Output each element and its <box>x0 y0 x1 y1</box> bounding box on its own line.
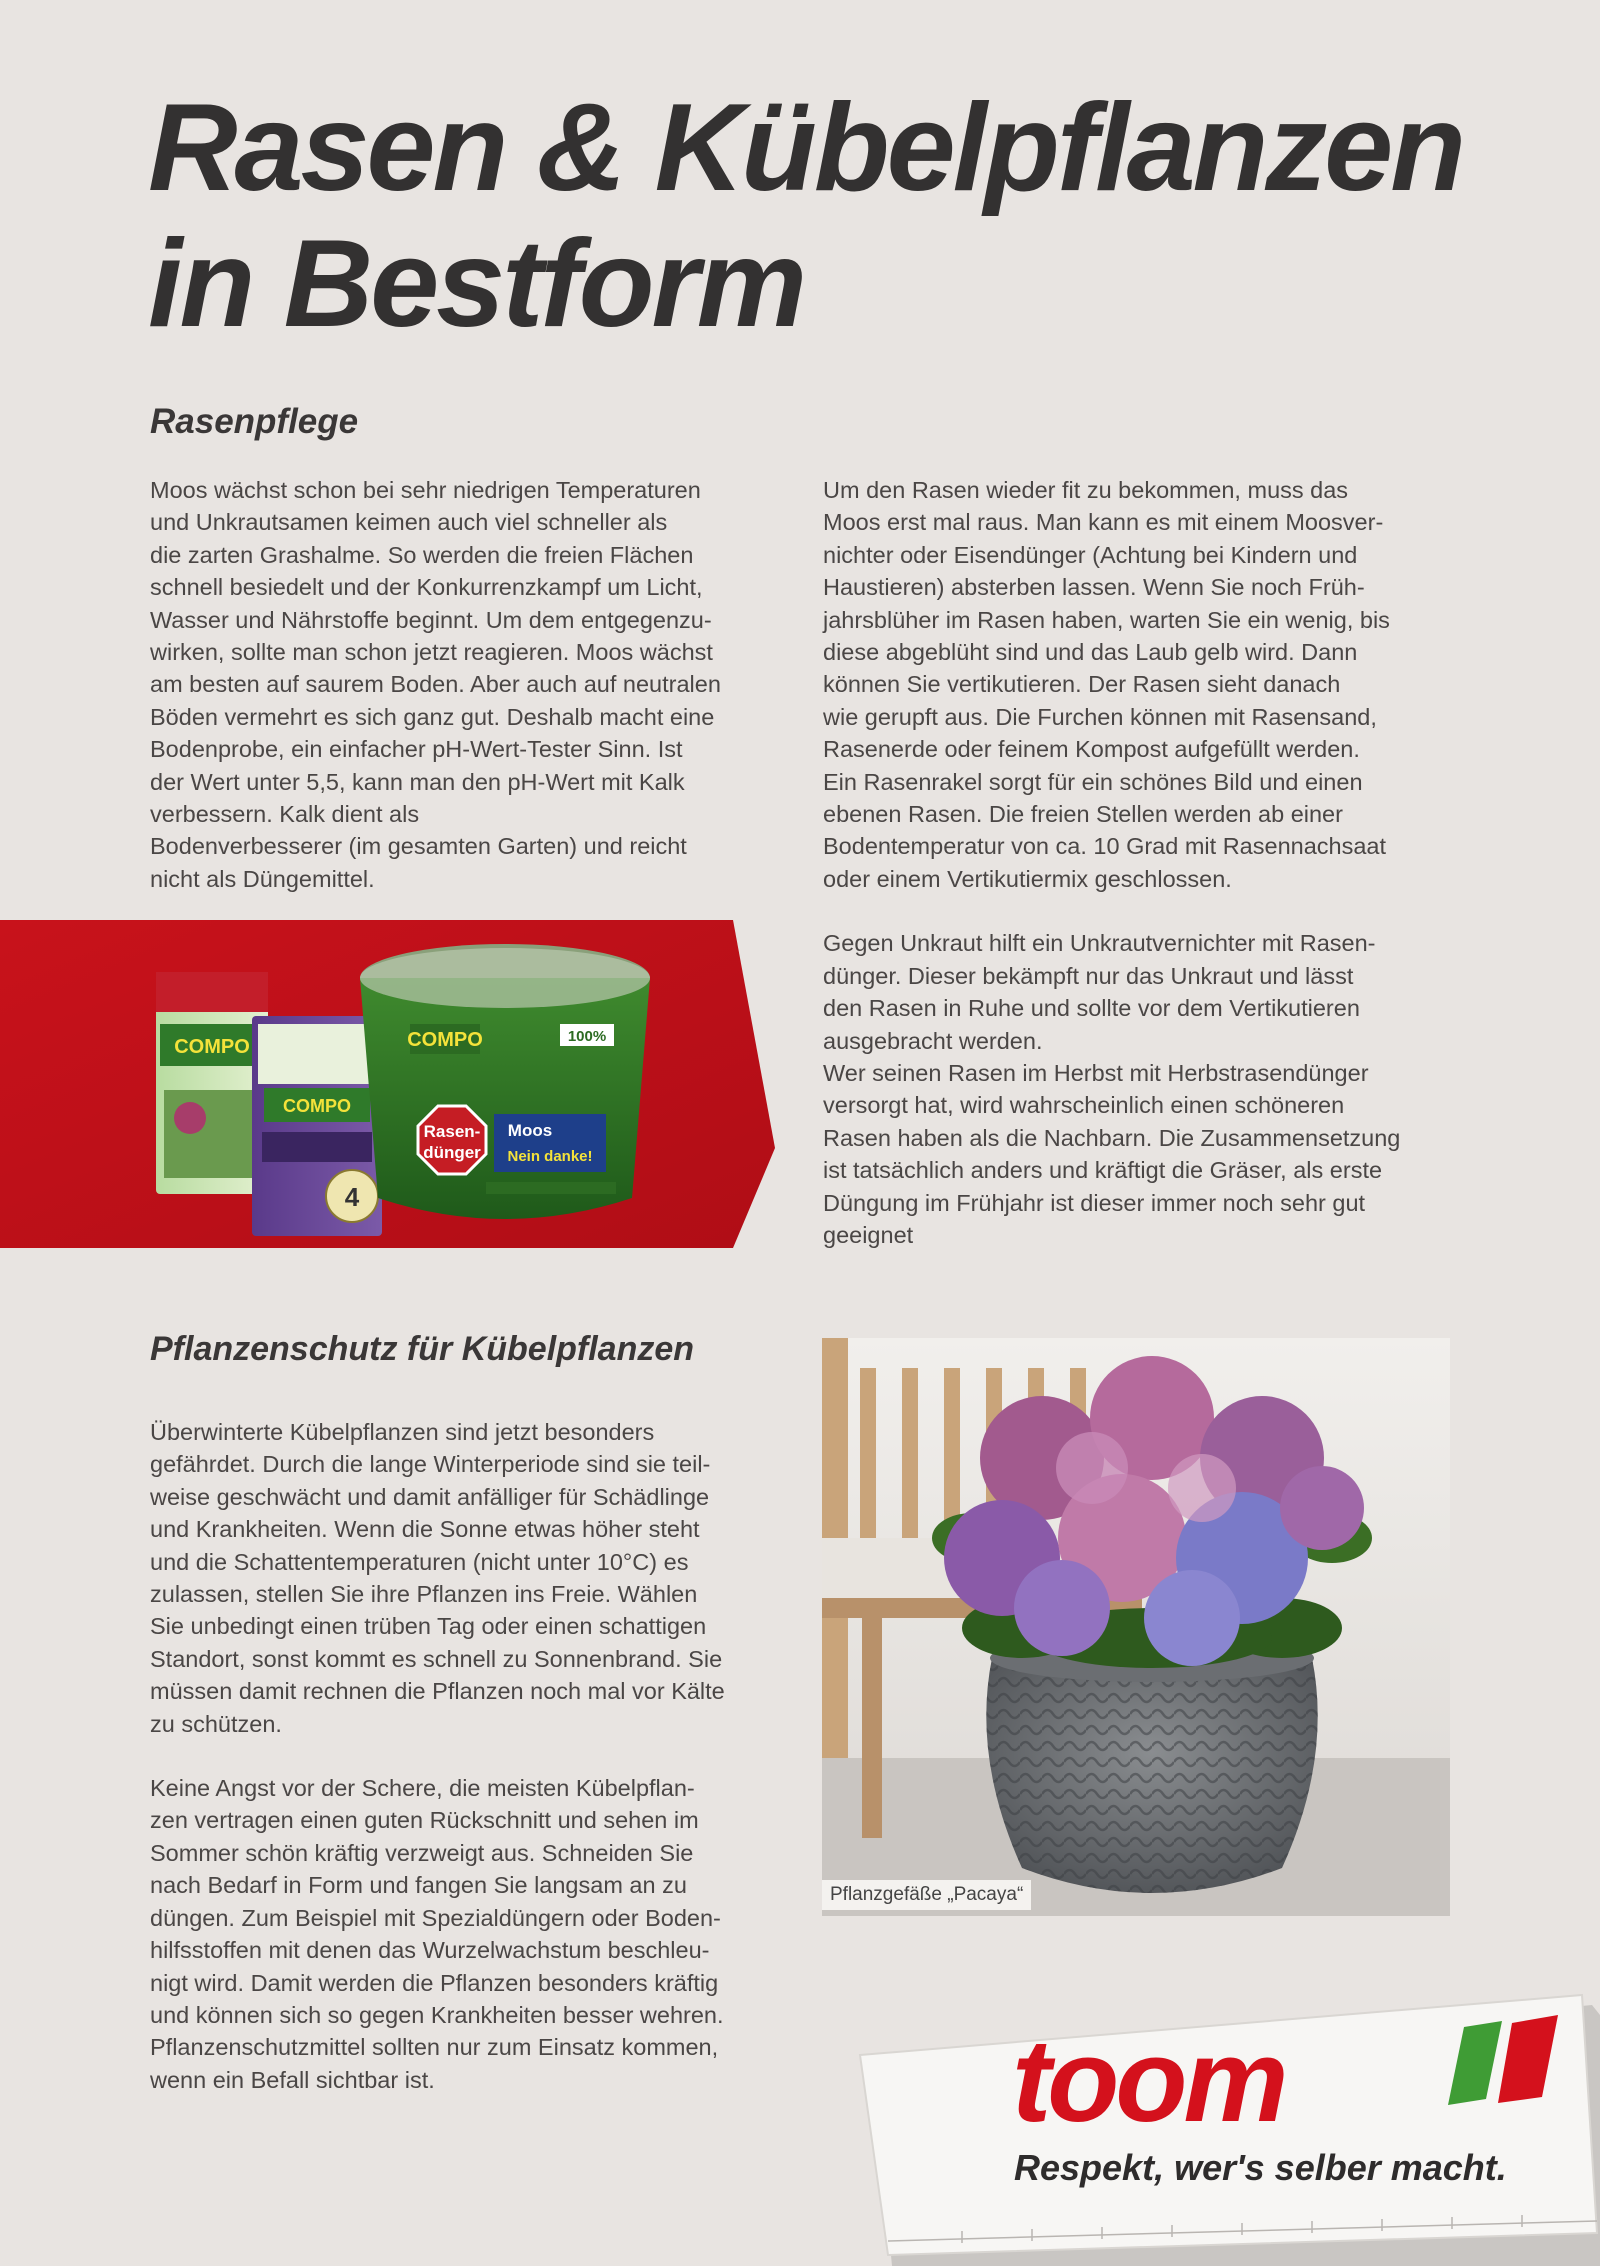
hydrangea-photo <box>822 1338 1450 1916</box>
text-line: Bodenprobe, ein einfacher pH-Wert-Tester Sinn. Ist <box>150 736 683 763</box>
title-line-2: in Bestform <box>148 215 804 353</box>
text-line: Wasser und Nährstoffe beginnt. Um dem entgegenzu- <box>150 606 712 633</box>
paragraph <box>823 474 1463 895</box>
paragraph <box>150 1416 790 1740</box>
text-line: Haustieren) absterben lassen. Wenn Sie noch Früh- <box>823 574 1365 601</box>
text-line: Gegen Unkraut hilft ein Unkrautvernichter mit Rasen- <box>823 930 1376 957</box>
text-line: Ein Rasenrakel sorgt für ein schönes Bild und einen <box>823 768 1363 795</box>
text-line: jahrsblüher im Rasen haben, warten Sie ein wenig, bis <box>823 606 1390 633</box>
text-line: Überwinterte Kübelpflanzen sind jetzt besonders <box>150 1419 655 1445</box>
tub-label-2: dünger <box>423 1143 481 1162</box>
text-line: zen vertragen einen guten Rückschnitt und sehen im <box>150 1807 699 1834</box>
text-line: nichter oder Eisendünger (Achtung bei Kindern und <box>823 541 1358 568</box>
text-line: versorgt hat, wird wahrscheinlich einen schöneren <box>823 1092 1345 1119</box>
text-line: und können sich so gegen Krankheiten besser wehren. <box>150 2001 724 2028</box>
text-line: zulassen, stellen Sie ihre Pflanzen ins Freie. Wählen <box>150 1581 698 1608</box>
text-line: nach Bedarf in Form und fangen Sie langsam an zu <box>150 1872 687 1899</box>
text-line: nicht als Düngemittel. <box>150 865 375 892</box>
brand-label: COMPO <box>174 1036 250 1058</box>
text-line: Sie unbedingt einen trüben Tag oder einen schattigen <box>150 1613 707 1640</box>
text-line: Rasen haben als die Nachbarn. Die Zusammensetzung <box>823 1124 1401 1151</box>
page-title <box>148 80 1498 352</box>
text-line: und die Schattentemperaturen (nicht unter 10°C) es <box>150 1548 689 1575</box>
text-line: Böden vermehrt es sich ganz gut. Deshalb macht eine <box>150 703 715 730</box>
brand-label: COMPO <box>407 1029 483 1051</box>
paragraph <box>823 927 1463 1251</box>
badge-label: 100% <box>567 1028 607 1045</box>
text-line: nigt wird. Damit werden die Pflanzen besonders kräftig <box>150 1969 719 1996</box>
product-tub <box>360 944 650 1219</box>
tub-label-3: Moos <box>507 1121 553 1140</box>
product-banner <box>0 920 780 1248</box>
box-number: 4 <box>344 1182 360 1212</box>
product-box-1 <box>156 972 268 1194</box>
text-line: oder einem Vertikutiermix geschlossen. <box>823 865 1232 892</box>
text-line: Standort, sonst kommt es schnell zu Sonnenbrand. Sie <box>150 1645 723 1672</box>
text-line: und Unkrautsamen keimen auch viel schneller als <box>150 509 668 536</box>
text-line: Wer seinen Rasen im Herbst mit Herbstrasendünger <box>823 1059 1369 1086</box>
text-line: können Sie vertikutieren. Der Rasen sieht danach <box>823 671 1341 698</box>
pflanzenschutz-column <box>150 1416 790 2128</box>
text-line: geeignet <box>823 1221 914 1248</box>
text-line: Bodenverbesserer (im gesamten Garten) und reicht <box>150 833 687 860</box>
text-line: hilfsstoffen mit denen das Wurzelwachstum beschleu- <box>150 1937 710 1964</box>
text-line: wirken, sollte man schon jetzt reagieren. Moos wächst <box>150 639 713 666</box>
logo-wordmark: toom <box>1012 2015 1285 2147</box>
text-line: den Rasen in Ruhe und sollte vor dem Vertikutieren <box>823 995 1360 1022</box>
text-line: verbessern. Kalk dient als <box>150 801 420 828</box>
text-line: wie gerupft aus. Die Furchen können mit Rasensand, <box>823 703 1377 730</box>
text-line: Düngung im Frühjahr ist dieser immer noch sehr gut <box>823 1189 1366 1216</box>
paragraph <box>150 474 790 895</box>
tub-label-1: Rasen- <box>423 1122 481 1141</box>
text-line: Um den Rasen wieder fit zu bekommen, muss das <box>823 477 1349 503</box>
text-line: wenn ein Befall sichtbar ist. <box>150 2066 435 2093</box>
text-line: Sommer schön kräftig verzweigt aus. Schneiden Sie <box>150 1839 694 1866</box>
text-line: düngen. Zum Beispiel mit Spezialdüngern oder Boden- <box>150 1904 721 1931</box>
text-line: der Wert unter 5,5, kann man den pH-Wert mit Kalk <box>150 768 685 795</box>
photo-caption: Pflanzgefäße „Pacaya“ <box>822 1880 1031 1910</box>
text-line: weise geschwächt und damit anfälliger für Schädlinge <box>150 1483 710 1510</box>
rasenpflege-column-1 <box>150 474 790 927</box>
text-line: Keine Angst vor der Schere, die meisten Kübelpflan- <box>150 1775 695 1802</box>
text-line: müssen damit rechnen die Pflanzen noch mal vor Kälte <box>150 1678 725 1705</box>
brand-label: COMPO <box>282 1096 352 1116</box>
text-line: zu schützen. <box>150 1710 282 1737</box>
heading-pflanzenschutz: Pflanzenschutz für Kübelpflanzen <box>150 1330 695 1368</box>
text-line: Pflanzenschutzmittel sollten nur zum Einsatz kommen, <box>150 2034 719 2061</box>
text-line: Moos erst mal raus. Man kann es mit einem Moosver- <box>823 509 1384 536</box>
text-line: schnell besiedelt und der Konkurrenzkampf um Licht, <box>150 574 703 601</box>
text-line: ist tatsächlich anders und kräftigt die Gräser, als erste <box>823 1157 1383 1184</box>
text-line: Rasenerde oder feinem Kompost aufgefüllt werden. <box>823 736 1360 763</box>
text-line: dünger. Dieser bekämpft nur das Unkraut und lässt <box>823 962 1354 989</box>
heading-rasenpflege: Rasenpflege <box>150 402 359 441</box>
text-line: ausgebracht werden. <box>823 1027 1043 1054</box>
text-line: und Krankheiten. Wenn die Sonne etwas höher steht <box>150 1516 700 1543</box>
text-line: die zarten Grashalme. So werden die freien Flächen <box>150 541 694 568</box>
product-box-2 <box>252 1016 382 1236</box>
text-line: ebenen Rasen. Die freien Stellen werden ab einer <box>823 801 1343 828</box>
paragraph <box>150 1772 790 2096</box>
title-line-1: Rasen & Kübelpflanzen <box>148 79 1463 217</box>
text-line: diese abgeblüht sind und das Laub gelb wird. Dann <box>823 639 1358 666</box>
text-line: am besten auf saurem Boden. Aber auch auf neutralen <box>150 671 721 698</box>
text-line: Bodentemperatur von ca. 10 Grad mit Rasennachsaat <box>823 833 1387 860</box>
logo-slogan: Respekt, wer's selber macht. <box>1014 2147 1507 2188</box>
rasenpflege-column-2 <box>823 474 1463 1283</box>
text-line: gefährdet. Durch die lange Winterperiode sind sie teil- <box>150 1451 711 1478</box>
toom-logo <box>852 1985 1600 2266</box>
tub-label-4: Nein danke! <box>507 1148 593 1165</box>
text-line: Moos wächst schon bei sehr niedrigen Temperaturen <box>150 477 701 503</box>
